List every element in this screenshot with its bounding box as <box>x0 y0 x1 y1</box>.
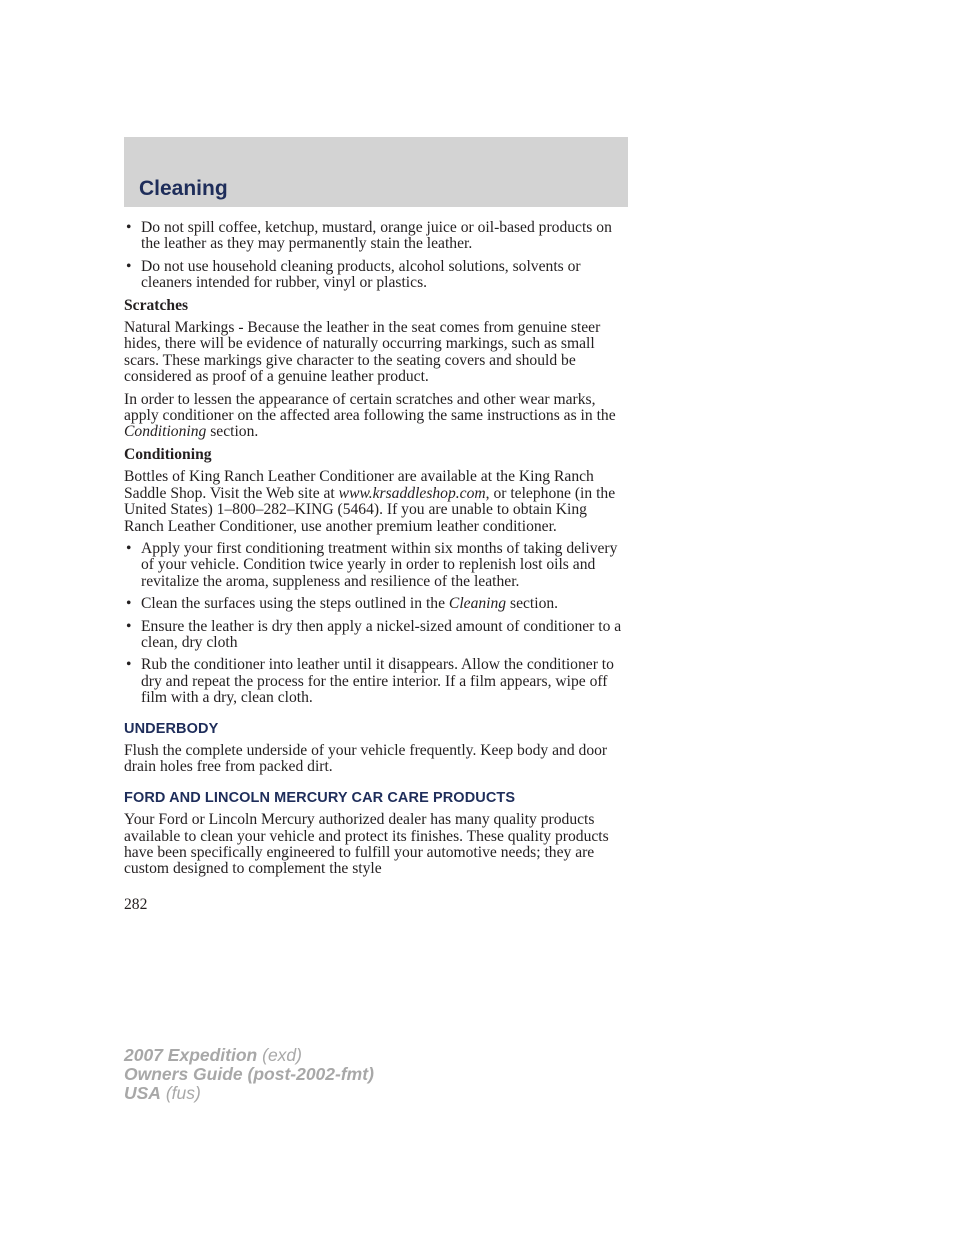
footer-line-region: USA (fus) <box>124 1083 201 1103</box>
conditioning-heading: Conditioning <box>124 445 212 463</box>
page-number: 282 <box>124 895 148 913</box>
cleaning-reference: Cleaning <box>448 595 507 613</box>
list-item: • Rub the conditioner into leather until it disappears. Allow the conditioner to dry and repeat the process for the entire interior. If a film appears, wipe off film with a dry, clean cloth. <box>124 657 628 706</box>
list-item: • Clean the surfaces using the steps outlined in the Cleaning section. <box>124 596 628 612</box>
natural-markings-paragraph: Natural Markings - Because the leather in the seat comes from genuine steer hides, there will be evidence of naturally occurring markings, such as small scars. These markings give character to the seating covers and should be considered as proof of a genuine leather product. <box>124 319 601 386</box>
page-content <box>124 220 628 913</box>
footer-line-guide: Owners Guide (post-2002-fmt) <box>124 1064 374 1084</box>
list-item: • Do not spill coffee, ketchup, mustard, orange juice or oil-based products on the leather as they may permanently stain the leather. <box>124 220 628 253</box>
conditioning-paragraph: Bottles of King Ranch Leather Conditioner are available at the King Ranch Saddle Shop. Visit the Web site at www.krsaddleshop.com, or telephone (in the United States) 1–800–282–KING (5464). If you are unable to obtain King Ranch Leather Conditioner, use another premium leather conditioner. <box>124 468 616 535</box>
section-header-band <box>124 137 628 207</box>
list-item: • Do not use household cleaning products, alcohol solutions, solvents or cleaners intended for rubber, vinyl or plastics. <box>124 259 628 292</box>
car-care-products-heading: FORD AND LINCOLN MERCURY CAR CARE PRODUCTS <box>124 789 516 806</box>
list-item: • Apply your first conditioning treatment within six months of taking delivery of your vehicle. Condition twice yearly in order to replenish lost oils and revitalize the aroma, suppleness and resilience of the leather. <box>124 541 628 590</box>
footer-line-model: 2007 Expedition (exd) <box>124 1045 302 1065</box>
scratches-paragraph: In order to lessen the appearance of certain scratches and other wear marks, apply conditioner on the affected area following the same instructions as in the Conditioning section. <box>124 390 616 441</box>
conditioning-bullets <box>124 541 628 707</box>
underbody-paragraph: Flush the complete underside of your vehicle frequently. Keep body and door drain holes free from packed dirt. <box>124 741 608 776</box>
section-title: Cleaning <box>139 177 228 200</box>
document-footer <box>124 1046 374 1103</box>
scratches-heading: Scratches <box>124 296 189 314</box>
underbody-heading: UNDERBODY <box>124 720 219 737</box>
car-care-products-paragraph: Your Ford or Lincoln Mercury authorized dealer has many quality products available to clean your vehicle and protect its finishes. These quality products have been specifically engineered to fulfill your automotive needs; they are custom designed to complement the style <box>124 811 609 878</box>
conditioning-reference: Conditioning <box>124 423 207 441</box>
website-link[interactable]: www.krsaddleshop.com <box>338 484 486 502</box>
list-item: • Ensure the leather is dry then apply a nickel-sized amount of conditioner to a clean, dry cloth <box>124 619 628 652</box>
leather-care-bullets <box>124 220 628 292</box>
